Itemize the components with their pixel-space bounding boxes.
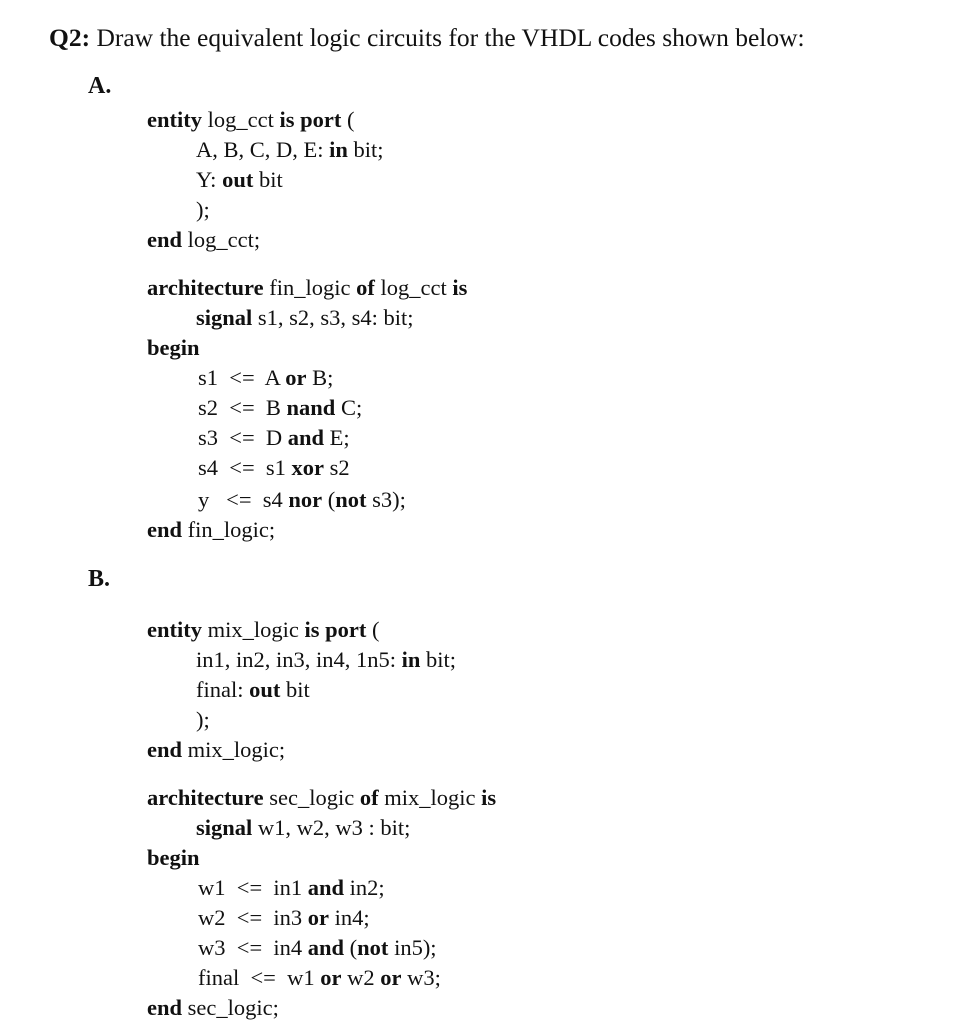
- code-keyword: out: [222, 167, 254, 192]
- code-keyword: is: [452, 275, 468, 300]
- code-keyword: is port: [304, 617, 367, 642]
- code-text: s2 <= B: [198, 395, 287, 420]
- code-text: sec_logic: [263, 785, 360, 810]
- code-keyword: end: [147, 737, 183, 762]
- code-line: [147, 616, 380, 644]
- section-a-label: A.: [88, 73, 112, 99]
- code-keyword: and: [307, 875, 345, 900]
- code-line: [196, 814, 410, 842]
- question-title: [49, 22, 805, 54]
- code-line: [198, 364, 333, 392]
- section-b-label: B.: [88, 566, 111, 592]
- code-text: w2: [341, 965, 381, 990]
- code-text: (: [341, 107, 355, 132]
- code-text: s4 <= s1: [198, 455, 292, 480]
- code-text: w3;: [401, 965, 441, 990]
- code-text: in2;: [344, 875, 385, 900]
- code-text: mix_logic;: [182, 737, 286, 762]
- code-text: in1, in2, in3, in4, 1n5:: [196, 647, 402, 672]
- code-text: log_cct;: [182, 227, 261, 252]
- code-text: bit: [280, 677, 310, 702]
- code-line: [147, 274, 467, 302]
- code-line: [198, 934, 437, 962]
- question-text: Draw the equivalent logic circuits for the VHDL codes shown below:: [90, 23, 805, 52]
- code-keyword: of: [356, 275, 375, 300]
- code-text: w1 <= in1: [198, 875, 308, 900]
- code-text: in5);: [388, 935, 437, 960]
- code-keyword: not: [357, 935, 389, 960]
- code-keyword: or: [285, 365, 307, 390]
- code-keyword: and: [287, 425, 325, 450]
- code-keyword: begin: [147, 335, 200, 360]
- code-text: );: [196, 707, 210, 732]
- code-keyword: architecture: [147, 275, 264, 300]
- code-line: [147, 226, 260, 254]
- code-keyword: signal: [196, 305, 253, 330]
- code-text: C;: [335, 395, 363, 420]
- code-keyword: or: [307, 905, 330, 930]
- code-keyword: entity: [147, 617, 202, 642]
- code-keyword: architecture: [147, 785, 264, 810]
- code-line: [198, 904, 370, 932]
- code-text: y <= s4: [198, 487, 289, 512]
- code-keyword: in: [329, 137, 348, 162]
- code-text: w1, w2, w3 : bit;: [252, 815, 411, 840]
- code-line: [147, 736, 285, 764]
- code-line: [198, 486, 406, 514]
- code-text: bit;: [347, 137, 384, 162]
- code-line: [147, 844, 200, 872]
- code-keyword: begin: [147, 845, 200, 870]
- code-keyword: or: [320, 965, 342, 990]
- code-text: A, B, C, D, E:: [196, 137, 330, 162]
- code-text: final <= w1: [198, 965, 321, 990]
- code-text: log_cct: [202, 107, 280, 132]
- code-line: [196, 676, 310, 704]
- code-line: [198, 394, 362, 422]
- code-text: fin_logic: [263, 275, 357, 300]
- code-text: final:: [196, 677, 250, 702]
- code-keyword: end: [147, 995, 183, 1020]
- code-keyword: nor: [288, 487, 323, 512]
- code-text: mix_logic: [202, 617, 305, 642]
- code-line: [196, 304, 414, 332]
- code-text: mix_logic: [378, 785, 482, 810]
- code-line: [198, 454, 350, 482]
- code-keyword: signal: [196, 815, 253, 840]
- code-line: [196, 196, 210, 224]
- code-keyword: and: [307, 935, 345, 960]
- code-text: s3 <= D: [198, 425, 288, 450]
- code-text: E;: [324, 425, 350, 450]
- code-keyword: entity: [147, 107, 202, 132]
- code-keyword: is port: [279, 107, 342, 132]
- code-keyword: end: [147, 227, 183, 252]
- code-text: fin_logic;: [182, 517, 276, 542]
- question-number: Q2:: [49, 23, 91, 52]
- code-line: [147, 994, 279, 1022]
- code-text: s2: [324, 455, 350, 480]
- code-line: [196, 646, 456, 674]
- code-line: [147, 106, 354, 134]
- code-text: sec_logic;: [182, 995, 279, 1020]
- code-keyword: end: [147, 517, 183, 542]
- code-text: log_cct: [374, 275, 453, 300]
- code-line: [147, 516, 275, 544]
- code-text: bit;: [420, 647, 457, 672]
- code-keyword: in: [401, 647, 421, 672]
- code-text: (: [344, 935, 358, 960]
- code-line: [198, 964, 441, 992]
- code-keyword: not: [335, 487, 367, 512]
- code-keyword: is: [481, 785, 497, 810]
- code-line: [196, 706, 210, 734]
- code-text: bit: [253, 167, 283, 192]
- code-line: [147, 334, 200, 362]
- code-line: [198, 874, 385, 902]
- code-line: [147, 784, 496, 812]
- code-text: (: [366, 617, 380, 642]
- code-text: s1 <= A: [198, 365, 286, 390]
- code-keyword: or: [380, 965, 402, 990]
- code-keyword: of: [359, 785, 379, 810]
- code-text: in4;: [329, 905, 370, 930]
- code-line: [196, 136, 384, 164]
- code-text: w2 <= in3: [198, 905, 308, 930]
- code-text: s3);: [366, 487, 406, 512]
- code-keyword: xor: [291, 455, 325, 480]
- code-line: [196, 166, 283, 194]
- code-text: w3 <= in4: [198, 935, 308, 960]
- code-text: B;: [306, 365, 334, 390]
- code-keyword: out: [249, 677, 281, 702]
- code-line: [198, 424, 350, 452]
- code-keyword: nand: [286, 395, 336, 420]
- code-text: Y:: [196, 167, 223, 192]
- code-text: );: [196, 197, 210, 222]
- code-text: s1, s2, s3, s4: bit;: [252, 305, 414, 330]
- code-text: (: [322, 487, 336, 512]
